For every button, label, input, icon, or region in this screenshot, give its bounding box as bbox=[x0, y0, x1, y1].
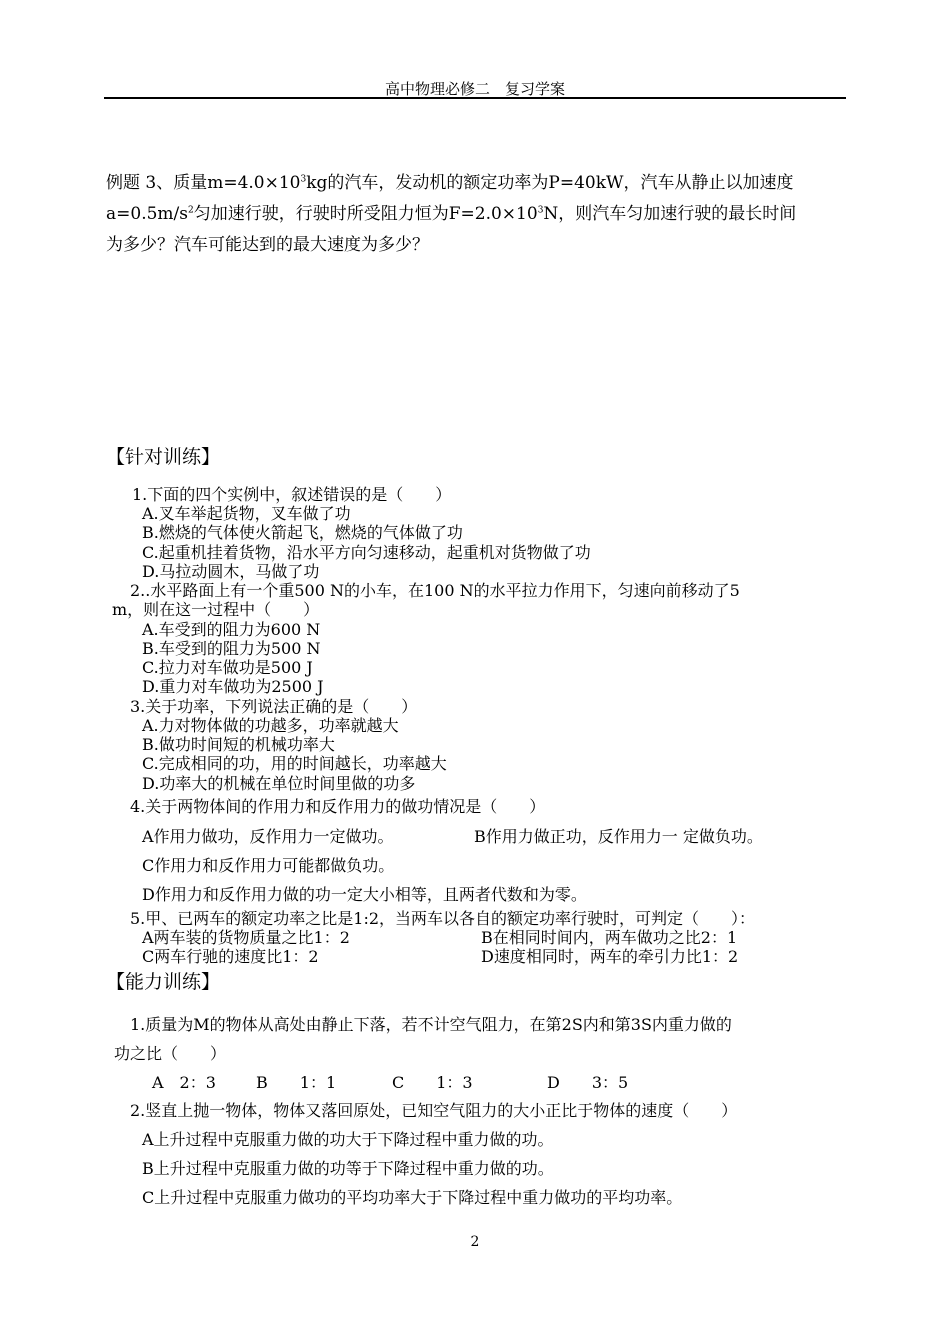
page-header-title: 高中物理必修二 复习学案 bbox=[384, 80, 565, 98]
q1-option-d: D.马拉动圆木，马做了功 bbox=[142, 562, 320, 581]
q1-stem: 1.下面的四个实例中，叙述错误的是（ ） bbox=[132, 485, 452, 504]
q4-option-b: B作用力做正功，反作用力一 定做负功。 bbox=[474, 827, 763, 846]
ability-q1-option-a: A 2：3 bbox=[152, 1073, 216, 1092]
example3-line2: $a=0.5m/s^2$匀加速行驶，行驶时所受阻力恒为$F=2.0\times 10^3N$，则汽车匀加速行驶的最长时间 bbox=[106, 204, 797, 224]
q2-option-a: A.车受到的阻力为600 N bbox=[142, 620, 321, 639]
q4-option-d: D作用力和反作用力做的功一定大小相等，且两者代数和为零。 bbox=[142, 885, 587, 904]
ability-q2-option-c: C上升过程中克服重力做功的平均功率大于下降过程中重力做功的平均功率。 bbox=[142, 1188, 683, 1207]
q2-stem-line1: 2..水平路面上有一个重500 N的小车，在100 N的水平拉力作用下，匀速向前移动了5 bbox=[130, 581, 740, 600]
q2-option-d: D.重力对车做功为2500 J bbox=[142, 677, 324, 696]
q5-stem: 5.甲、已两车的额定功率之比是1:2，当两车以各自的额定功率行驶时，可判定（ ）： bbox=[130, 909, 756, 928]
q2-option-b: B.车受到的阻力为500 N bbox=[142, 639, 321, 658]
q5-option-b: B在相同时间内，两车做功之比2：1 bbox=[481, 928, 738, 947]
q1-option-b: B.燃烧的气体使火箭起飞，燃烧的气体做了功 bbox=[142, 523, 463, 542]
q3-option-c: C.完成相同的功，用的时间越长，功率越大 bbox=[142, 754, 447, 773]
example3-line1: 例题 3、质量$m=4.0\times 10^3kg$的汽车，发动机的额定功率为P=40kW，汽车从静止以加速度 bbox=[106, 173, 794, 193]
q4-stem: 4.关于两物体间的作用力和反作用力的做功情况是（ ） bbox=[130, 797, 546, 816]
ability-q1-stem-line1: 1.质量为M的物体从高处由静止下落，若不计空气阻力，在第2S内和第3S内重力做的 bbox=[130, 1015, 732, 1034]
example3-line3: 为多少？汽车可能达到的最大速度为多少？ bbox=[106, 235, 429, 255]
q5-option-a: A两车装的货物质量之比1：2 bbox=[142, 928, 350, 947]
q2-stem-line2: m，则在这一过程中（ ） bbox=[112, 600, 320, 619]
q3-stem: 3.关于功率，下列说法正确的是（ ） bbox=[130, 697, 418, 716]
q5-option-d: D速度相同时，两车的牵引力比1：2 bbox=[481, 947, 739, 966]
q1-option-c: C.起重机挂着货物，沿水平方向匀速移动，起重机对货物做了功 bbox=[142, 543, 591, 562]
ability-q2-stem: 2.竖直上抛一物体，物体又落回原处，已知空气阻力的大小正比于物体的速度（ ） bbox=[130, 1101, 738, 1120]
ability-q1-stem-line2: 功之比（ ） bbox=[114, 1044, 227, 1063]
page-number: 2 bbox=[470, 1234, 480, 1250]
q5-option-c: C两车行驰的速度比1：2 bbox=[142, 947, 319, 966]
q3-option-a: A.力对物体做的功越多，功率就越大 bbox=[142, 716, 399, 735]
q4-option-c: C作用力和反作用力可能都做负功。 bbox=[142, 856, 395, 875]
q3-option-d: D.功率大的机械在单位时间里做的功多 bbox=[142, 774, 416, 793]
section-title-ability-training: 【能力训练】 bbox=[106, 971, 221, 993]
header-rule bbox=[104, 97, 846, 99]
q2-option-c: C.拉力对车做功是500 J bbox=[142, 658, 313, 677]
ability-q1-option-b: B 1：1 bbox=[256, 1073, 337, 1092]
q4-option-a: A作用力做功，反作用力一定做功。 bbox=[142, 827, 394, 846]
ability-q1-option-c: C 1：3 bbox=[392, 1073, 473, 1092]
q3-option-b: B.做功时间短的机械功率大 bbox=[142, 735, 335, 754]
ability-q2-option-a: A上升过程中克服重力做的功大于下降过程中重力做的功。 bbox=[142, 1130, 554, 1149]
ability-q1-option-d: D 3：5 bbox=[547, 1073, 629, 1092]
q1-option-a: A.叉车举起货物，叉车做了功 bbox=[142, 504, 351, 523]
ability-q2-option-b: B上升过程中克服重力做的功等于下降过程中重力做的功。 bbox=[142, 1159, 554, 1178]
section-title-targeted-practice: 【针对训练】 bbox=[106, 446, 221, 468]
